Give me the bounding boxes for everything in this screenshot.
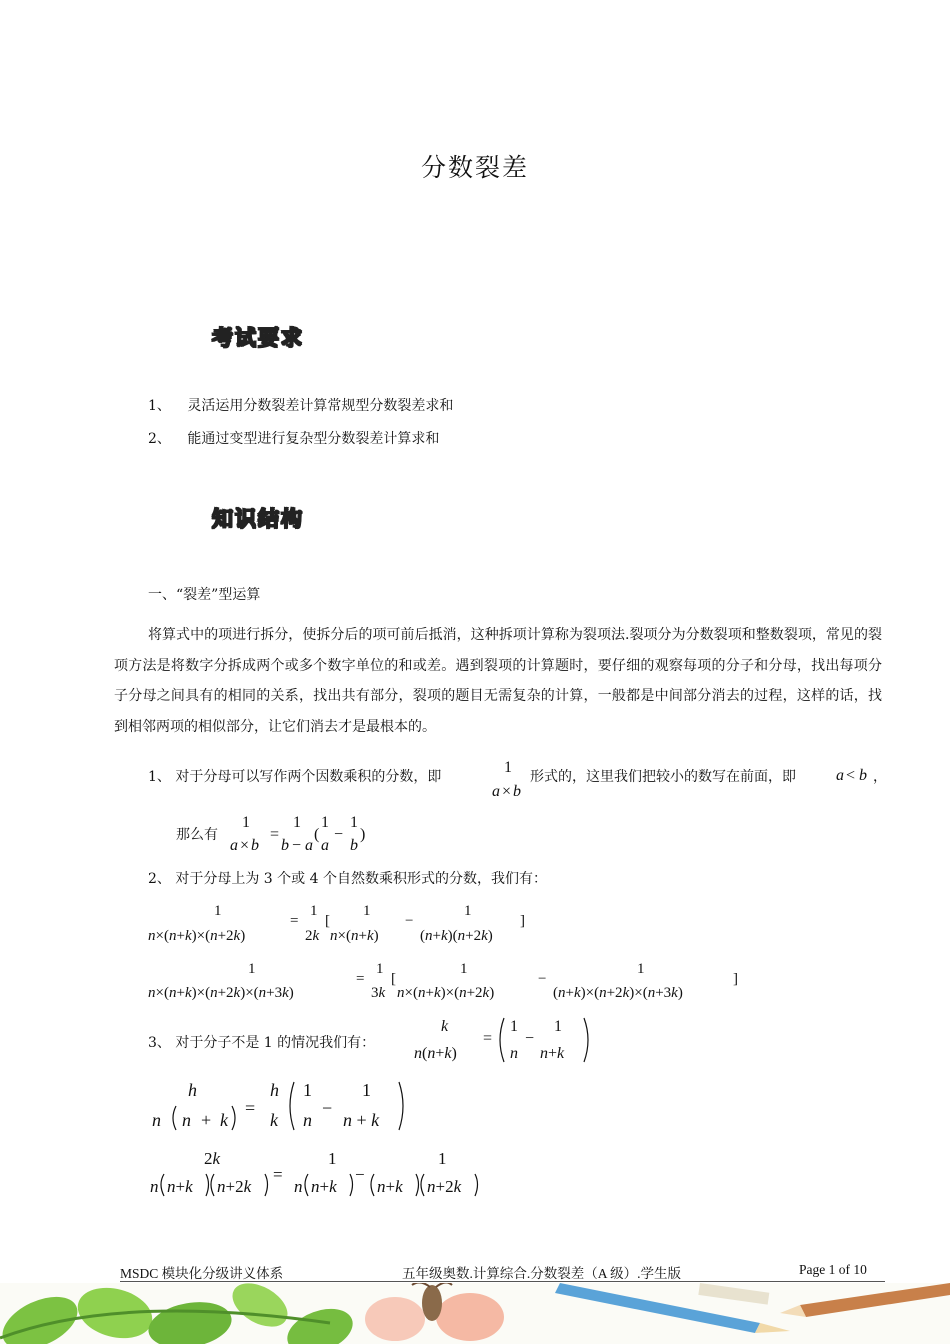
svg-text:(n+k)(n+2k): (n+k)(n+2k) bbox=[420, 928, 493, 944]
footer-divider bbox=[120, 1281, 885, 1282]
svg-text:b: b bbox=[513, 783, 521, 800]
svg-text:k: k bbox=[270, 1110, 278, 1130]
svg-text:1: 1 bbox=[242, 814, 250, 831]
formula-h-over-n-n-plus-k bbox=[148, 1074, 418, 1134]
svg-text:n+2k: n+2k bbox=[217, 1177, 252, 1196]
svg-text:1: 1 bbox=[510, 1018, 518, 1035]
intro-paragraph: 将算式中的项进行拆分，使拆分后的项可前后抵消，这种拆项计算称为裂项法.裂项分为分数裂项和整数裂项，常见的裂项方法是将数字分拆成两个或多个数字单位的和或差。遇到裂项的计算题时，要仔细的观察每项的分子和分母，找出每项分子分母之间具有的相同的关系，找出共有部分，裂项的题目无需复杂的计算，一般都是中间部分消去的过程，这样的话，找到相邻两项的相似部分，让它们消去才是最根本的。 bbox=[114, 627, 882, 735]
formula-three-factors bbox=[148, 898, 538, 946]
svg-text:1: 1 bbox=[554, 1018, 562, 1035]
svg-text:<: < bbox=[846, 767, 856, 784]
requirement-text: 能通过变型进行复杂型分数裂差计算求和 bbox=[187, 431, 440, 447]
svg-text:2k: 2k bbox=[204, 1149, 221, 1168]
svg-text:h: h bbox=[270, 1080, 279, 1100]
svg-text:×: × bbox=[240, 837, 250, 854]
svg-text:h: h bbox=[188, 1080, 197, 1100]
svg-text:]: ] bbox=[520, 913, 525, 929]
point-2-text: 2、 对于分母上为 3 个或 4 个自然数乘积形式的分数，我们有： bbox=[148, 871, 547, 887]
svg-text:1: 1 bbox=[303, 1080, 312, 1100]
svg-text:+: + bbox=[201, 1110, 212, 1130]
svg-text:=: = bbox=[270, 826, 280, 843]
svg-text:n: n bbox=[294, 1177, 303, 1196]
requirement-text: 灵活运用分数裂差计算常规型分数裂差求和 bbox=[187, 398, 454, 414]
footer-document-name: 五年级奥数.计算综合.分数裂差（A 级）.学生版 bbox=[402, 1266, 682, 1281]
formula-four-factors bbox=[148, 956, 748, 1004]
svg-text:×: × bbox=[502, 783, 512, 800]
svg-text:n+2k: n+2k bbox=[427, 1177, 462, 1196]
svg-text:(: ( bbox=[314, 826, 320, 843]
svg-text:n: n bbox=[510, 1045, 518, 1062]
svg-text:n×(n+k)×(n+2k): n×(n+k)×(n+2k) bbox=[397, 985, 495, 1001]
section-heading-knowledge: 知识结构 bbox=[212, 507, 304, 531]
footer-series-name: MSDC 模块化分级讲义体系 bbox=[120, 1266, 284, 1281]
svg-text:=: = bbox=[483, 1030, 493, 1047]
svg-text:1: 1 bbox=[363, 903, 371, 919]
footer-decoration-illustration bbox=[0, 1283, 950, 1344]
svg-text:1: 1 bbox=[328, 1149, 337, 1168]
svg-text:): ) bbox=[360, 826, 366, 843]
svg-text:n: n bbox=[152, 1110, 161, 1130]
svg-text:1: 1 bbox=[438, 1149, 447, 1168]
svg-text:a: a bbox=[492, 783, 500, 800]
svg-text:−: − bbox=[355, 1165, 365, 1184]
svg-text:n + k: n + k bbox=[343, 1110, 380, 1130]
svg-text:1: 1 bbox=[310, 903, 318, 919]
svg-text:b: b bbox=[251, 837, 259, 854]
subsection-heading: 一、“裂差”型运算 bbox=[148, 587, 261, 603]
formula-k-over-n-n-plus-k bbox=[412, 1012, 598, 1066]
svg-text:n+k: n+k bbox=[377, 1177, 403, 1196]
svg-text:[: [ bbox=[325, 913, 330, 929]
formula-a-less-b bbox=[836, 764, 876, 786]
formula-1-over-a-times-b bbox=[488, 756, 528, 800]
svg-text:n×(n+k)×(n+2k): n×(n+k)×(n+2k) bbox=[148, 928, 246, 944]
svg-text:1: 1 bbox=[637, 961, 645, 977]
svg-text:=: = bbox=[290, 913, 299, 929]
point-1-then: 那么有 bbox=[176, 827, 218, 843]
formula-2k-over-three-factors bbox=[148, 1144, 508, 1202]
svg-text:n: n bbox=[182, 1110, 191, 1130]
svg-text:n+k: n+k bbox=[540, 1045, 565, 1062]
svg-text:1: 1 bbox=[464, 903, 472, 919]
svg-text:1: 1 bbox=[350, 814, 358, 831]
svg-text:1: 1 bbox=[321, 814, 329, 831]
svg-text:n×(n+k): n×(n+k) bbox=[330, 928, 379, 944]
svg-text:2k: 2k bbox=[305, 928, 320, 944]
svg-text:1: 1 bbox=[214, 903, 222, 919]
svg-text:1: 1 bbox=[248, 961, 256, 977]
svg-text:−: − bbox=[322, 1098, 333, 1118]
svg-text:]: ] bbox=[733, 971, 738, 987]
svg-text:=: = bbox=[273, 1165, 283, 1184]
svg-text:b: b bbox=[281, 837, 289, 854]
svg-text:n+k: n+k bbox=[167, 1177, 193, 1196]
section-heading-requirements: 考试要求 bbox=[212, 326, 304, 350]
svg-text:−: − bbox=[405, 913, 414, 929]
svg-text:−: − bbox=[525, 1030, 535, 1047]
page-title: 分数裂差 bbox=[420, 153, 529, 182]
svg-text:1: 1 bbox=[362, 1080, 371, 1100]
svg-text:[: [ bbox=[391, 971, 396, 987]
svg-text:b: b bbox=[350, 837, 358, 854]
requirement-number: 2、 bbox=[148, 431, 171, 447]
svg-text:a: a bbox=[305, 837, 313, 854]
svg-text:a: a bbox=[230, 837, 238, 854]
point-1-text-c: ， bbox=[873, 769, 887, 785]
svg-text:1: 1 bbox=[293, 814, 301, 831]
svg-text:−: − bbox=[538, 971, 547, 987]
svg-text:n+k: n+k bbox=[311, 1177, 337, 1196]
requirement-number: 1、 bbox=[148, 398, 171, 414]
svg-text:k: k bbox=[220, 1110, 228, 1130]
requirement-item-2 bbox=[148, 428, 439, 448]
formula-split-two-factors bbox=[226, 810, 376, 856]
svg-text:b: b bbox=[859, 767, 867, 784]
svg-text:1: 1 bbox=[504, 759, 512, 776]
svg-text:=: = bbox=[356, 971, 365, 987]
svg-text:n: n bbox=[150, 1177, 159, 1196]
svg-text:n×(n+k)×(n+2k)×(n+3k): n×(n+k)×(n+2k)×(n+3k) bbox=[148, 985, 294, 1001]
svg-text:1: 1 bbox=[460, 961, 468, 977]
point-1-text-b: 形式的，这里我们把较小的数写在前面，即 bbox=[530, 769, 796, 785]
svg-text:1: 1 bbox=[376, 961, 384, 977]
point-1-text-a: 1、 对于分母可以写作两个因数乘积的分数，即 bbox=[148, 769, 442, 785]
svg-text:a: a bbox=[321, 837, 329, 854]
footer-page-number: Page 1 of 10 bbox=[799, 1262, 867, 1277]
svg-text:=: = bbox=[245, 1098, 256, 1118]
svg-text:n: n bbox=[303, 1110, 312, 1130]
svg-text:a: a bbox=[836, 767, 844, 784]
svg-text:−: − bbox=[292, 837, 302, 854]
svg-text:(n+k)×(n+2k)×(n+3k): (n+k)×(n+2k)×(n+3k) bbox=[553, 985, 683, 1001]
requirement-item-1 bbox=[148, 395, 453, 415]
svg-text:3k: 3k bbox=[371, 985, 386, 1001]
point-3-text: 3、 对于分子不是 1 的情况我们有： bbox=[148, 1035, 376, 1051]
svg-text:k: k bbox=[441, 1018, 449, 1035]
svg-text:−: − bbox=[334, 826, 344, 843]
svg-text:n(n+k): n(n+k) bbox=[414, 1045, 457, 1062]
